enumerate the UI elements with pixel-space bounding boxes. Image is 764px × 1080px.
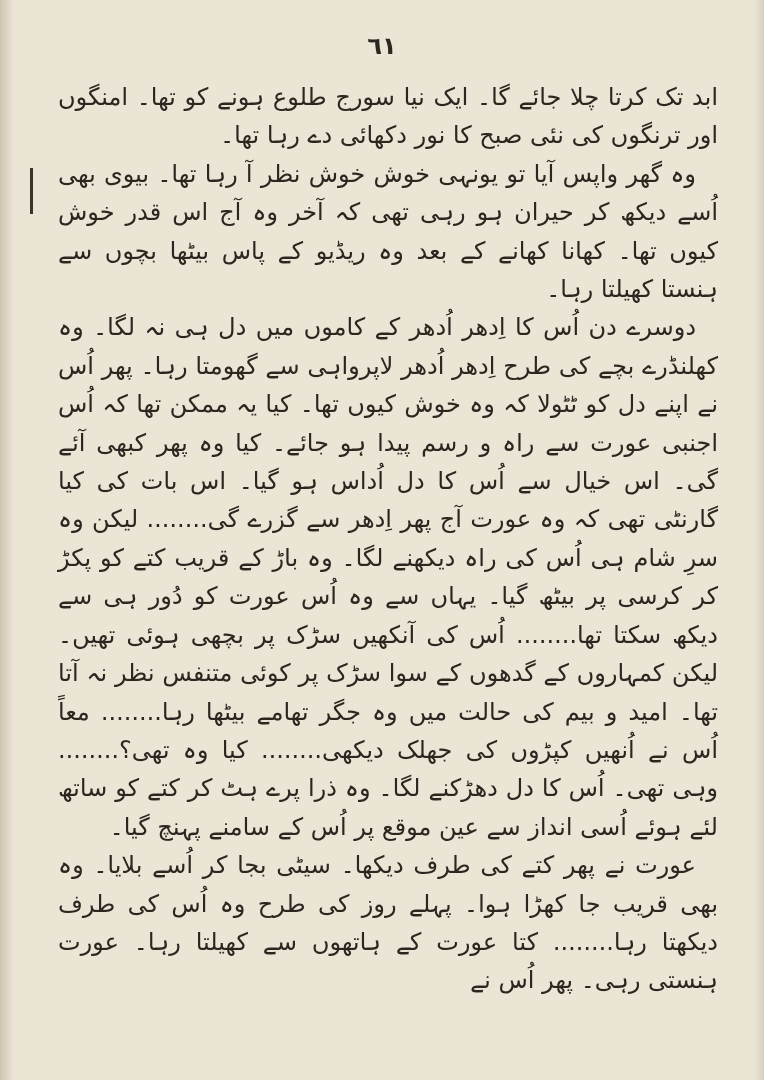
- margin-mark: [30, 168, 33, 214]
- paragraph-2: وہ گھر واپس آیا تو یونہی خوش خوش نظر آ رہا تھا۔ بیوی بھی اُسے دیکھ کر حیران ہو رہی تھی کہ آخر وہ آج اس قدر خوش کیوں تھا۔ کھانا کھانے کے بعد وہ ریڈیو کے پاس بیٹھا بچوں سے ہنستا کھیلتا رہا۔: [58, 159, 718, 304]
- body-text: [58, 78, 718, 1000]
- page-edge-shadow-right: [754, 0, 764, 1080]
- paragraph-1: ابد تک کرتا چلا جائے گا۔ ایک نیا سورج طلوع ہونے کو تھا۔ امنگوں اور ترنگوں کی نئی صبح کا نور دکھائی دے رہا تھا۔: [58, 83, 718, 150]
- page-number: ٦١: [367, 32, 397, 60]
- paragraph-4: عورت نے پھر کتے کی طرف دیکھا۔ سیٹی بجا کر اُسے بلایا۔ وہ بھی قریب جا کھڑا ہوا۔ پہلے روز کی طرح وہ اُس کی طرف دیکھتا رہا........ کتا عورت کے ہاتھوں سے کھیلتا رہا۔ عورت ہنستی رہی۔ پھر اُس نے: [58, 851, 718, 995]
- page-edge-shadow-left: [0, 0, 14, 1080]
- paragraph-3: دوسرے دن اُس کا اِدھر اُدھر کے کاموں میں دل ہی نہ لگا۔ وہ کھلنڈرے بچے کی طرح اِدھر اُدھر لاپرواہی سے گھومتا رہا۔ پھر اُس نے اپنے دل کو ٹٹولا کہ وہ خوش کیوں تھا۔ کیا یہ ممکن تھا کہ اُس اجنبی عورت سے راہ و رسم پیدا ہو جائے۔ کیا وہ پھر کبھی آئے گی۔ اس خیال سے اُس کا دل اُداس ہو گیا۔ اس بات کی کیا گارنٹی تھی کہ وہ عورت آج پھر اِدھر سے گزرے گی........ لیکن وہ سرِ شام ہی اُس کی راہ دیکھنے لگا۔ وہ باڑ کے قریب کتے کو پکڑ کر کرسی پر بیٹھ گیا۔ یہاں سے وہ اُس عورت کو دُور ہی سے دیکھ سکتا تھا........ اُس کی آنکھیں سڑک پر بچھی ہوئی تھیں۔ لیکن کمہاروں کے گدھوں کے سوا سڑک پر کوئی متنفس نظر نہ آتا تھا۔ امید و بیم کی حالت میں وہ جگر تھامے بیٹھا رہا........ معاً اُس نے اُنھیں کپڑوں کی جھلک دیکھی........ کیا وہ تھی؟........ وہی تھی۔ اُس کا دل دھڑکنے لگا۔ وہ ذرا پرے ہٹ کر کتے کو ساتھ لئے ہوئے اُسی انداز سے عین موقع پر اُس کے سامنے پہنچ گیا۔: [58, 313, 718, 841]
